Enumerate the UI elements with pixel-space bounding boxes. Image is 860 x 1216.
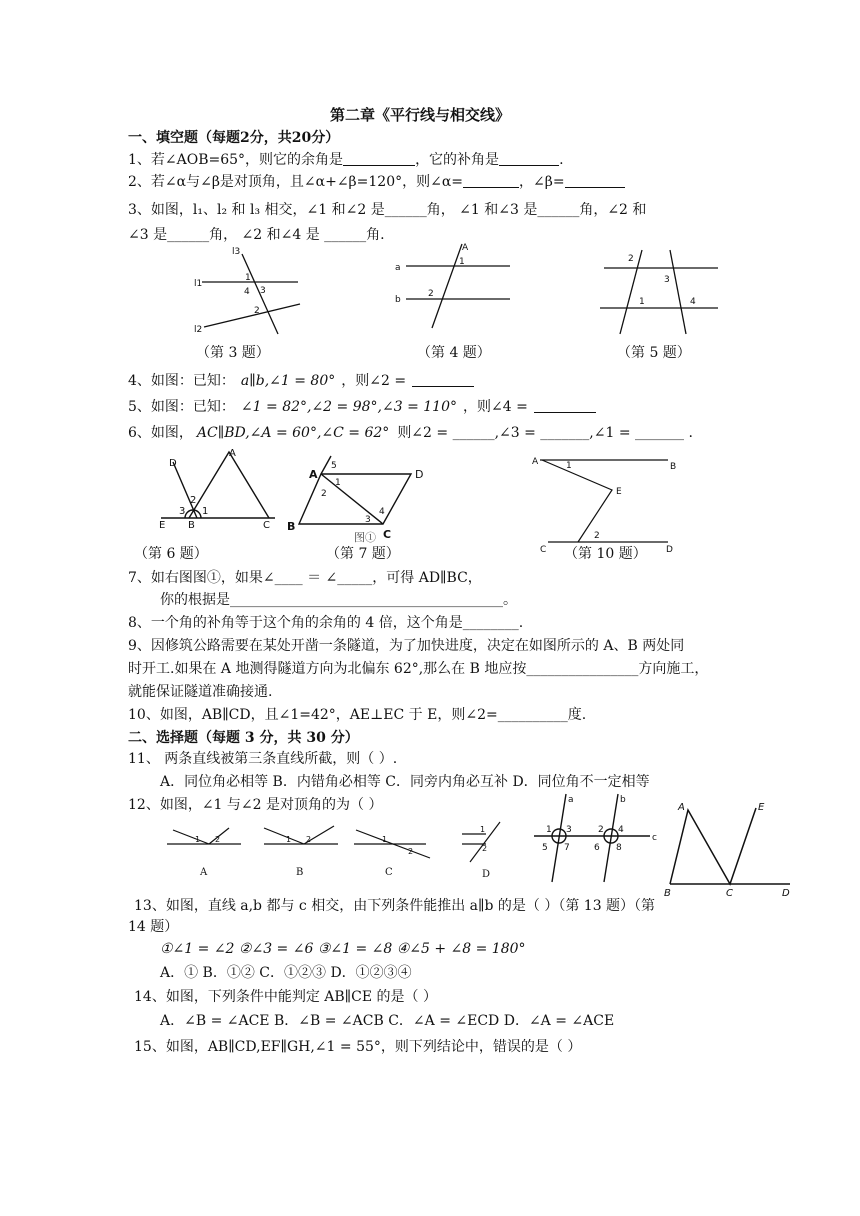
svg-text:B: B bbox=[188, 520, 195, 531]
q12-label-d: D bbox=[482, 869, 491, 880]
q4-text-b: ，则∠2 = bbox=[341, 373, 407, 389]
svg-text:4: 4 bbox=[379, 507, 385, 517]
figure-q12-c bbox=[352, 822, 432, 862]
q12-label-c: C bbox=[385, 867, 393, 878]
figure-q7-label: 图① bbox=[354, 531, 376, 544]
question-9-line-2: 时开工.如果在 A 地测得隧道方向为北偏东 62°,那么在 B 地应按________________方向施工， bbox=[128, 661, 709, 677]
svg-text:D: D bbox=[169, 458, 177, 469]
figure-q6 bbox=[155, 446, 280, 531]
q2-text-b: ，∠β= bbox=[519, 174, 565, 190]
question-1 bbox=[128, 151, 564, 169]
svg-text:3: 3 bbox=[260, 286, 266, 296]
question-13-options: A．① B．①② C．①②③ D．①②③④ bbox=[160, 965, 412, 981]
q4-math: a∥b,∠1 = 80° bbox=[240, 373, 336, 389]
svg-text:2: 2 bbox=[628, 254, 634, 264]
q5-blank bbox=[534, 398, 596, 413]
question-7-line-1: 7、如右图图①，如果∠____ ＝ ∠_____，可得 AD∥BC， bbox=[128, 570, 482, 586]
svg-text:a: a bbox=[395, 263, 401, 273]
svg-text:3: 3 bbox=[179, 506, 186, 517]
svg-text:6: 6 bbox=[594, 843, 600, 853]
question-14-stem: 14、如图，下列条件中能判定 AB∥CE 的是（ ） bbox=[134, 989, 437, 1005]
svg-text:1: 1 bbox=[195, 835, 201, 844]
figure-q12-a bbox=[165, 822, 245, 856]
svg-text:2: 2 bbox=[254, 306, 260, 316]
svg-text:1: 1 bbox=[566, 461, 572, 471]
svg-text:2: 2 bbox=[408, 847, 414, 856]
svg-text:A: A bbox=[309, 468, 318, 481]
caption-q3: （第 3 题） bbox=[196, 345, 270, 361]
section-1-heading: 一、填空题（每题2分，共20分） bbox=[128, 130, 340, 146]
svg-text:E: E bbox=[159, 520, 166, 531]
question-8: 8、一个角的补角等于这个角的余角的 4 倍，这个角是________. bbox=[128, 615, 524, 631]
svg-text:C: C bbox=[383, 528, 392, 541]
q4-text-a: 4、如图：已知： bbox=[128, 373, 235, 389]
svg-text:2: 2 bbox=[598, 825, 604, 835]
caption-q7: （第 7 题） bbox=[326, 546, 400, 562]
question-5 bbox=[128, 398, 596, 416]
figure-q4 bbox=[390, 242, 520, 332]
question-6 bbox=[128, 424, 693, 442]
caption-q5: （第 5 题） bbox=[617, 345, 691, 361]
caption-q4: （第 4 题） bbox=[417, 345, 491, 361]
caption-q6: （第 6 题） bbox=[134, 546, 208, 562]
svg-text:l3: l3 bbox=[232, 247, 241, 257]
svg-text:8: 8 bbox=[616, 843, 622, 853]
svg-text:1: 1 bbox=[335, 478, 341, 488]
q1-text-b: ，它的补角是 bbox=[415, 152, 500, 168]
svg-text:2: 2 bbox=[482, 844, 488, 853]
svg-text:A: A bbox=[229, 448, 236, 459]
svg-text:2: 2 bbox=[190, 495, 197, 506]
svg-text:B: B bbox=[664, 888, 671, 899]
svg-text:l1: l1 bbox=[194, 279, 203, 289]
figure-q3 bbox=[190, 246, 320, 336]
svg-text:2: 2 bbox=[594, 531, 600, 541]
svg-text:E: E bbox=[616, 487, 622, 497]
svg-text:4: 4 bbox=[618, 825, 624, 835]
question-11-options: A．同位角必相等 B．内错角必相等 C．同旁内角必互补 D．同位角不一定相等 bbox=[160, 774, 650, 790]
q5-text-b: ，则∠4 = bbox=[462, 399, 528, 415]
question-9-line-1: 9、因修筑公路需要在某处开凿一条隧道，为了加快进度，决定在如图所示的 A、B 两处同 bbox=[128, 638, 685, 654]
question-14-options: A．∠B = ∠ACE B．∠B = ∠ACB C．∠A = ∠ECD D．∠A = ∠ACE bbox=[160, 1013, 615, 1029]
question-11-stem: 11、 两条直线被第三条直线所截，则（ ）. bbox=[128, 751, 398, 767]
q4-blank bbox=[412, 372, 474, 387]
figure-q10 bbox=[528, 452, 688, 557]
svg-text:3: 3 bbox=[365, 515, 371, 525]
question-3-line-2: ∠3 是______角， ∠2 和∠4 是 ______角. bbox=[128, 227, 385, 243]
question-12-stem: 12、如图，∠1 与∠2 是对顶角的为（ ） bbox=[128, 797, 383, 813]
q5-math: ∠1 = 82°,∠2 = 98°,∠3 = 110° bbox=[240, 399, 457, 415]
figure-q5 bbox=[594, 246, 724, 336]
svg-text:1: 1 bbox=[546, 825, 552, 835]
svg-text:A: A bbox=[462, 243, 469, 253]
q2-blank-2 bbox=[565, 173, 625, 188]
question-3-line-1: 3、如图，l₁、l₂ 和 l₃ 相交，∠1 和∠2 是______角， ∠1 和∠3 是______角，∠2 和 bbox=[128, 202, 647, 218]
svg-text:2: 2 bbox=[321, 489, 327, 499]
q6-text-b: 则∠2 = ______,∠3 = _______,∠1 = _______ . bbox=[397, 425, 693, 441]
svg-text:3: 3 bbox=[664, 275, 670, 285]
svg-text:7: 7 bbox=[564, 843, 570, 853]
svg-text:A: A bbox=[532, 457, 539, 467]
q1-text-a: 1、若∠AOB=65°，则它的余角是 bbox=[128, 152, 344, 168]
q5-text-a: 5、如图：已知： bbox=[128, 399, 235, 415]
question-4 bbox=[128, 372, 474, 390]
question-13-conditions: ①∠1 = ∠2 ②∠3 = ∠6 ③∠1 = ∠8 ④∠5 + ∠8 = 180° bbox=[160, 941, 526, 957]
svg-text:2: 2 bbox=[306, 835, 312, 844]
svg-text:1: 1 bbox=[639, 297, 645, 307]
figure-q12-b bbox=[262, 822, 342, 856]
svg-text:C: C bbox=[263, 520, 270, 531]
svg-text:1: 1 bbox=[202, 506, 209, 517]
section-2-heading: 二、选择题（每题 3 分，共 30 分） bbox=[128, 730, 359, 746]
svg-text:C: C bbox=[726, 888, 733, 899]
question-2 bbox=[128, 173, 625, 191]
svg-text:l2: l2 bbox=[194, 325, 203, 335]
figure-q14 bbox=[660, 798, 795, 898]
q6-text-a: 6、如图， bbox=[128, 425, 193, 441]
svg-text:b: b bbox=[395, 295, 401, 305]
q2-blank-1 bbox=[463, 173, 519, 188]
q12-label-a: A bbox=[200, 867, 208, 878]
svg-text:2: 2 bbox=[428, 289, 434, 299]
figure-q13 bbox=[532, 790, 662, 886]
question-7-line-2: 你的根据是_______________________________________。 bbox=[160, 592, 517, 608]
question-10: 10、如图，AB∥CD，且∠1=42°，AE⊥EC 于 E，则∠2=__________度. bbox=[128, 707, 587, 723]
svg-text:A: A bbox=[678, 802, 685, 813]
svg-text:B: B bbox=[670, 462, 677, 472]
svg-text:1: 1 bbox=[245, 273, 251, 283]
q1-blank-2 bbox=[499, 151, 559, 166]
svg-text:1: 1 bbox=[459, 257, 465, 267]
svg-text:2: 2 bbox=[215, 835, 221, 844]
svg-text:D: D bbox=[666, 545, 673, 555]
svg-text:E: E bbox=[758, 802, 765, 813]
svg-text:c: c bbox=[652, 833, 657, 843]
svg-text:3: 3 bbox=[566, 825, 572, 835]
svg-text:b: b bbox=[620, 795, 626, 805]
q1-text-c: . bbox=[559, 152, 564, 168]
q6-math: AC∥BD,∠A = 60°,∠C = 62° bbox=[196, 425, 390, 441]
question-15-stem: 15、如图，AB∥CD,EF∥GH,∠1 = 55°，则下列结论中，错误的是（ ） bbox=[134, 1039, 582, 1055]
q2-text-a: 2、若∠α与∠β是对顶角，且∠α+∠β=120°，则∠α= bbox=[128, 174, 464, 190]
question-13-line-2: 14 题） bbox=[128, 919, 179, 935]
question-9-line-3: 就能保证隧道准确接通. bbox=[128, 684, 273, 700]
svg-text:C: C bbox=[540, 545, 547, 555]
svg-text:1: 1 bbox=[286, 835, 292, 844]
svg-text:5: 5 bbox=[542, 843, 548, 853]
q12-label-b: B bbox=[296, 867, 304, 878]
page-title: 第二章《平行线与相交线》 bbox=[330, 106, 511, 124]
caption-q10: （第 10 题） bbox=[564, 546, 647, 562]
svg-text:D: D bbox=[415, 468, 424, 481]
svg-text:B: B bbox=[287, 520, 296, 533]
figure-q12-d bbox=[460, 818, 510, 866]
svg-text:1: 1 bbox=[382, 835, 388, 844]
svg-text:5: 5 bbox=[331, 461, 337, 471]
svg-text:D: D bbox=[782, 888, 790, 899]
question-13-line-1: 13、如图，直线 a,b 都与 c 相交，由下列条件能推出 a∥b 的是（ ）（第 13 题）（第 bbox=[134, 898, 656, 914]
svg-text:4: 4 bbox=[690, 297, 696, 307]
svg-text:4: 4 bbox=[244, 287, 250, 297]
svg-text:a: a bbox=[568, 795, 574, 805]
svg-text:1: 1 bbox=[480, 825, 486, 834]
q1-blank-1 bbox=[343, 151, 415, 166]
